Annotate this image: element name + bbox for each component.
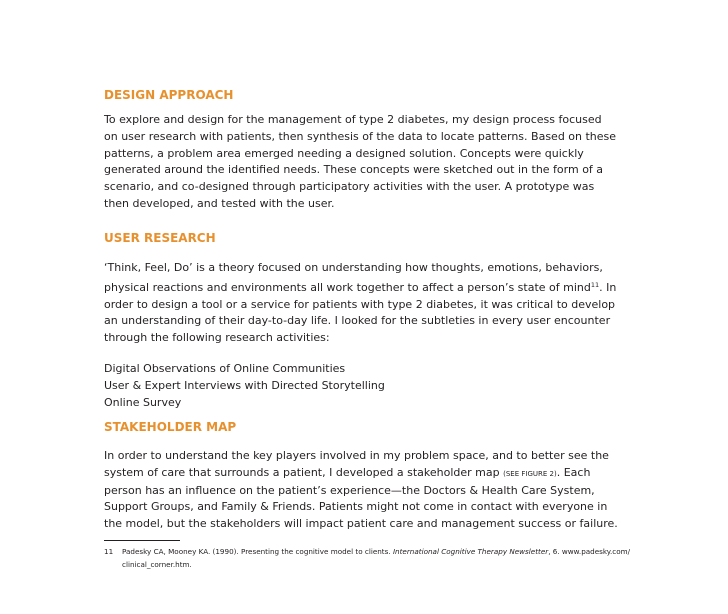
line-text: physical reactions and environments all work together to affect a person’s state of mind (104, 280, 591, 294)
line-text: . In (599, 280, 617, 294)
paragraph-line: through the following research activities: (104, 331, 330, 345)
paragraph-line: To explore and design for the management of type 2 diabetes, my design process focused (104, 113, 602, 126)
paragraph-line: ‘Think, Feel, Do’ is a theory focused on understanding how thoughts, emotions, behaviors, (104, 261, 603, 274)
paragraph-line: the model, but the stakeholders will impact patient care and management success or failure. (104, 517, 618, 531)
paragraph-line: In order to understand the key players involved in my problem space, and to better see the (104, 449, 609, 462)
footnote-divider (104, 540, 180, 541)
user-research-section (104, 231, 617, 411)
paragraph-line (104, 465, 591, 483)
design-approach-section (104, 88, 617, 213)
paragraph-line: person has an influence on the patient’s experience—the Doctors & Health Care System, (104, 483, 595, 497)
paragraph-line: on user research with patients, then synthesis of the data to locate patterns. Based on these (104, 129, 617, 143)
activity-item: Online Survey (104, 395, 182, 409)
paragraph-line (104, 277, 617, 297)
footnote-text (122, 546, 630, 571)
activity-item: Digital Observations of Online Communities (104, 361, 346, 375)
footnote-number: 11 (104, 547, 114, 556)
activity-item: User & Expert Interviews with Directed Storytelling (104, 378, 385, 392)
line-text: . Each (556, 465, 591, 479)
figure-reference: (SEE FIGURE 2) (503, 469, 557, 478)
line-text: system of care that surrounds a patient, I developed a stakeholder map (104, 465, 504, 479)
paragraph-line: generated around the identified needs. These concepts were sketched out in the form of a (104, 163, 604, 177)
paragraph-line: scenario, and co-designed through participatory activities with the user. A prototype was (104, 180, 595, 194)
user-research-paragraph (104, 260, 617, 347)
paragraph-line: an understanding of their day-to-day life. I looked for the subtleties in every user encounter (104, 314, 611, 328)
paragraph-line: patterns, a problem area emerged needing a designed solution. Concepts were quickly (104, 146, 584, 160)
user-research-heading: USER RESEARCH (104, 231, 216, 245)
stakeholder-map-heading: STAKEHOLDER MAP (104, 420, 237, 434)
paragraph-line: Support Groups, and Family & Friends. Patients might not come in contact with everyone in (104, 500, 608, 514)
paragraph-line: order to design a tool or a service for patients with type 2 diabetes, it was critical to develop (104, 297, 616, 311)
footnote-url: , 6. www.padesky.com/ (548, 547, 631, 556)
footnote-journal: International Cognitive Therapy Newsletter (392, 547, 549, 556)
paragraph-line: then developed, and tested with the user. (104, 196, 335, 210)
research-activities-list (104, 361, 564, 411)
footnote-citation: Padesky CA, Mooney KA. (1990). Presenting the cognitive model to clients. (122, 547, 393, 556)
stakeholder-map-paragraph (104, 448, 618, 533)
design-approach-heading: DESIGN APPROACH (104, 88, 234, 102)
footnote-url-continued: clinical_corner.htm. (122, 559, 192, 569)
footnote-reference: 11 (590, 280, 600, 289)
design-approach-paragraph (104, 112, 617, 213)
stakeholder-map-section (104, 420, 618, 533)
